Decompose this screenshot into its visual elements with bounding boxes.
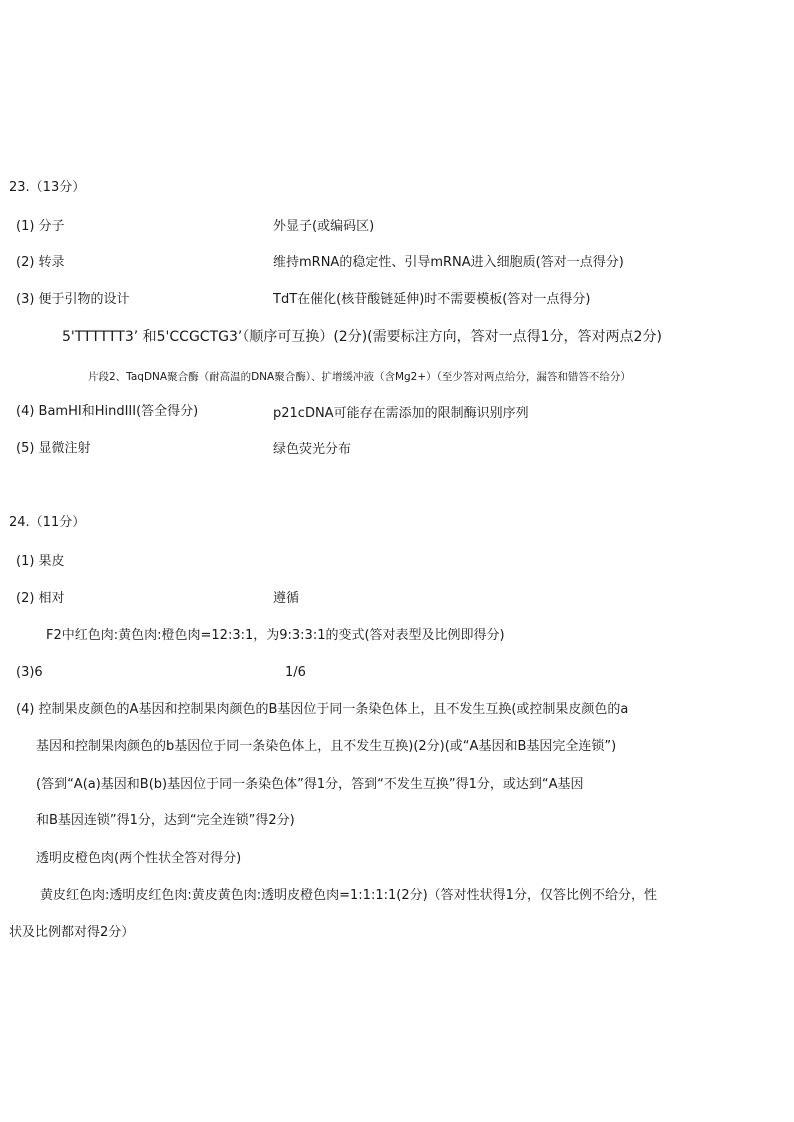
q23-p4-answer: (4) BamHI和HindIII(答全得分): [16, 404, 199, 419]
q23-p2-answer-right: 维持mRNA的稳定性、引导mRNA进入细胞质(答对一点得分): [273, 255, 624, 270]
q24-p2-answer: (2) 相对: [16, 591, 65, 606]
q23-p3-fragment: 片段2、TaqDNA聚合酶（耐高温的DNA聚合酶）、扩增缓冲液（含Mg2+）（至少答对两点给分，漏答和错答不给分）: [88, 371, 631, 383]
q24-p4-line1: (4) 控制果皮颜色的A基因和控制果肉颜色的B基因位于同一条染色体上，且不发生互换(或控制果皮颜色的a: [16, 702, 629, 717]
q24-p4-line7: 状及比例都对得2分）: [9, 925, 135, 940]
q23-p5-answer-right: 绿色荧光分布: [273, 442, 352, 457]
q23-heading: 23.（13分）: [9, 180, 86, 195]
q23-p3-answer: (3) 便于引物的设计: [16, 292, 130, 307]
q23-p3-primers: 5'TTTTTT3’ 和5'CCGCTG3’（顺序可互换）(2分)(需要标注方向，答对一点得1分，答对两点2分): [62, 329, 662, 345]
q23-p1-answer-right: 外显子(或编码区): [273, 219, 375, 234]
q24-p3-answer-right: 1/6: [285, 665, 306, 680]
q23-p5-answer: (5) 显微注射: [16, 441, 91, 456]
q24-p1-answer: (1) 果皮: [16, 554, 65, 569]
q24-p4-line4: 和B基因连锁”得1分，达到“完全连锁”得2分): [36, 813, 295, 828]
q24-p4-line2: 基因和控制果肉颜色的b基因位于同一条染色体上，且不发生互换)(2分)(或“A基因和B基因完全连锁”): [36, 739, 617, 754]
q24-p4-line6: 黄皮红色肉:透明皮红色肉:黄皮黄色肉:透明皮橙色肉=1:1:1:1(2分)（答对性状得1分，仅答比例不给分，性: [40, 888, 657, 903]
q23-p2-answer: (2) 转录: [16, 255, 65, 270]
q24-p3-answer: (3)6: [16, 665, 43, 680]
q24-p4-line3: (答到“A(a)基因和B(b)基因位于同一条染色体”得1分，答到“不发生互换”得1分，或达到“A基因: [36, 777, 584, 792]
q24-p2-answer-right: 遵循: [273, 591, 300, 606]
q23-p3-answer-right: TdT在催化(核苷酸链延伸)时不需要模板(答对一点得分): [273, 292, 591, 307]
q23-p4-answer-right: p21cDNA可能存在需添加的限制酶识别序列: [273, 406, 529, 421]
q24-p4-line5: 透明皮橙色肉(两个性状全答对得分): [36, 851, 242, 866]
q24-p2-f2-ratio: F2中红色肉:黄色肉:橙色肉=12:3:1，为9:3:3:1的变式(答对表型及比例即得分): [46, 628, 505, 643]
q23-p1-answer: (1) 分子: [16, 219, 65, 234]
q24-heading: 24.（11分）: [9, 515, 86, 530]
